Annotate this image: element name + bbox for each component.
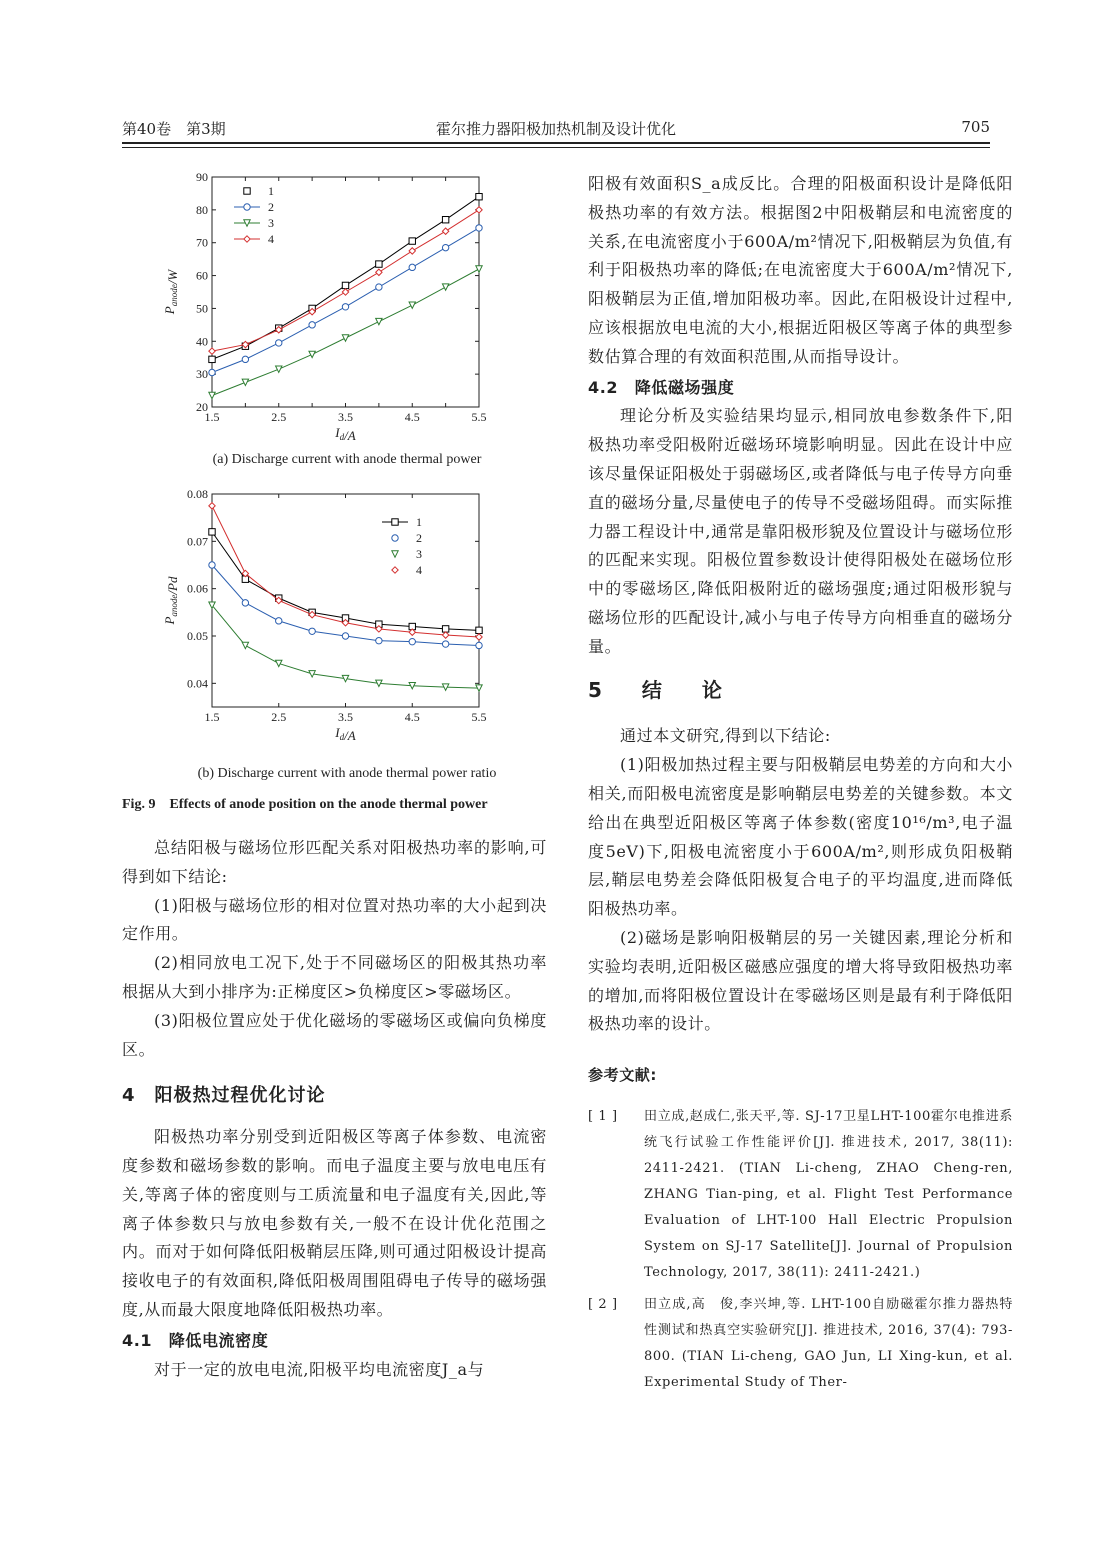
- data-point: [342, 633, 348, 639]
- chart-a-caption: (a) Discharge current with anode thermal power: [212, 452, 482, 467]
- section-heading-4: 4 阳极热过程优化讨论: [122, 1085, 326, 1107]
- reference-item: [588, 1104, 1013, 1286]
- header-rule: [122, 142, 990, 144]
- data-point: [392, 551, 398, 557]
- data-point: [476, 207, 482, 213]
- data-point: [376, 269, 382, 275]
- data-point: [376, 261, 382, 267]
- legend: [382, 515, 422, 577]
- y-tick-label: 0.07: [187, 534, 208, 549]
- data-point: [309, 351, 315, 357]
- data-point: [209, 356, 215, 362]
- y-tick-label: 50: [196, 301, 208, 316]
- x-tick-label: 2.5: [271, 410, 287, 424]
- legend-label: 2: [268, 200, 274, 214]
- data-point: [342, 282, 348, 288]
- data-point: [209, 562, 215, 568]
- data-point: [409, 248, 415, 254]
- data-point: [409, 638, 415, 644]
- data-point: [392, 535, 398, 541]
- axis-label: $P_{anode}/Pd$: [162, 576, 180, 625]
- data-point: [242, 600, 248, 606]
- data-point: [276, 366, 282, 372]
- data-point: [276, 618, 282, 624]
- data-point: [476, 627, 482, 633]
- running-title: 霍尔推力器阳极加热机制及设计优化: [435, 120, 676, 138]
- figure-caption: Fig. 9 Effects of anode position on the anode thermal power: [122, 797, 488, 812]
- reference-item: [588, 1292, 1013, 1396]
- data-point: [476, 642, 482, 648]
- x-tick-label: 3.5: [338, 710, 353, 724]
- y-tick-label: 0.04: [187, 676, 208, 691]
- data-point: [409, 264, 415, 270]
- right-column: [588, 170, 1013, 1396]
- y-tick-label: 0.06: [187, 581, 208, 596]
- series-line: [212, 228, 479, 373]
- y-tick-label: 70: [196, 235, 208, 250]
- data-point: [442, 641, 448, 647]
- legend-label: 2: [416, 531, 422, 545]
- series-4: [209, 207, 482, 355]
- data-point: [376, 284, 382, 290]
- data-point: [309, 628, 315, 634]
- data-point: [392, 519, 398, 525]
- legend: [234, 184, 274, 246]
- legend-label: 3: [416, 547, 422, 561]
- data-point: [209, 369, 215, 375]
- x-tick-label: 1.5: [204, 710, 220, 724]
- data-point: [442, 284, 448, 290]
- data-point: [342, 289, 348, 295]
- data-point: [276, 340, 282, 346]
- y-tick-label: 0.05: [187, 629, 208, 643]
- paragraph: 对于一定的放电电流,阳极平均电流密度J_a与: [154, 1359, 485, 1379]
- paragraph: 阳极热功率分别受到近阳极区等离子体参数、电流密度参数和磁场参数的影响。而电子温度主要与放电电压有关,等离子体的密度则与工质流量和电子温度有关,因此,等离子体参数只与放电参数有关,一般不在设计优化范围之内。而对于如何降低阳极鞘层压降,则可通过阳极设计提高接收电子的有效面积,降低阳极周围阻碍电子传导的磁场强度,从而最大限度地降低阳极热功率。: [122, 1127, 547, 1319]
- page-number: 705: [961, 118, 990, 136]
- paragraph: (1)阳极与磁场位形的相对位置对热功率的大小起到决定作用。: [122, 895, 547, 944]
- axis-label: $P_{anode}/W$: [162, 269, 180, 315]
- subsection-heading-4-2: 4.2 降低磁场强度: [588, 377, 735, 397]
- data-point: [242, 356, 248, 362]
- left-column: [122, 834, 547, 1384]
- legend-label: 3: [268, 216, 274, 230]
- paragraph: 理论分析及实验结果均显示,相同放电参数条件下,阳极热功率受阳极附近磁场环境影响明显。因此在设计中应该尽量保证阳极处于弱磁场区,或者降低与电子传导方向垂直的磁场分量,尽量使电子的传导不受磁场阻碍。而实际推力器工程设计中,通常是靠阳极形貌及位置设计与磁场位形的匹配来实现。阳极位置参数设计使得阳极处在磁场位形中的零磁场区,降低阳极附近的磁场强度;通过阳极形貌与磁场位形的匹配设计,减小与电子传导方向相垂直的磁场分量。: [588, 406, 1013, 656]
- running-header: [122, 118, 990, 140]
- data-point: [209, 392, 215, 398]
- reference-number: [ 2 ]: [588, 1296, 618, 1312]
- reference-number: [ 1 ]: [588, 1108, 618, 1124]
- data-point: [342, 304, 348, 310]
- paragraph: 总结阳极与磁场位形匹配关系对阳极热功率的影响,可得到如下结论:: [122, 838, 547, 886]
- x-tick-label: 4.5: [404, 410, 420, 424]
- x-tick-label: 4.5: [404, 710, 420, 724]
- chart-a-svg: [122, 165, 572, 455]
- legend-label: 1: [416, 515, 422, 529]
- data-point: [442, 244, 448, 250]
- x-tick-label: 5.5: [471, 710, 487, 724]
- y-tick-label: 40: [196, 334, 208, 349]
- reference-text: 田立成,高 俊,李兴坤,等. LHT-100自励磁霍尔推力器热特性测试和热真空实验研究[J]. 推进技术, 2016, 37(4): 793-800. (TIAN Li-cheng, GAO Jun, LI Xing-kun, et al. Experimental Study of Ther-: [644, 1296, 1013, 1390]
- header-rule-thin: [122, 147, 990, 148]
- data-point: [244, 188, 250, 194]
- reference-text: 田立成,赵成仁,张天平,等. SJ-17卫星LHT-100霍尔电推进系统飞行试验工作性能评价[J]. 推进技术, 2017, 38(11): 2411-2421. (TIAN Li-cheng, ZHAO Cheng-ren, ZHANG Tian-ping, et al. Flight Test Performance Evaluation of LHT-100 Hall Electric Propulsion System on SJ-17 Satellite[J]. Journal of Propulsion Technology, 2017, 38(11): 2411-2421.): [644, 1108, 1013, 1280]
- references-title: 参考文献:: [588, 1066, 657, 1085]
- y-tick-label: 0.08: [187, 487, 208, 501]
- axis-label: $I_d/A$: [335, 725, 356, 743]
- y-tick-label: 30: [196, 367, 208, 382]
- legend-label: 4: [268, 232, 274, 246]
- chart-b-svg: [122, 482, 572, 772]
- axis-label: $I_d/A$: [335, 425, 356, 443]
- data-point: [476, 194, 482, 200]
- paragraph: (1)阳极加热过程主要与阳极鞘层电势差的方向和大小相关,而阳极电流密度是影响鞘层电势差的关键参数。本文给出在典型近阳极区等离子体参数(密度10¹⁶/m³,电子温度5eV)下,阳极电流密度小于600A/m²,则形成负阳极鞘层,鞘层电势差会降低阳极复合电子的平均温度,进而降低阳极热功率。: [588, 755, 1013, 919]
- subsection-heading-4-1: 4.1 降低电流密度: [122, 1330, 269, 1350]
- paragraph: (2)磁场是影响阳极鞘层的另一关键因素,理论分析和实验均表明,近阳极区磁感应强度的增大将导致阳极热功率的增加,而将阳极位置设计在零磁场区则是最有利于降低阳极热功率的设计。: [588, 927, 1013, 1034]
- data-point: [442, 626, 448, 632]
- data-point: [242, 379, 248, 385]
- data-point: [392, 567, 398, 573]
- data-point: [244, 236, 250, 242]
- paragraph: (3)阳极位置应处于优化磁场的零磁场区或偏向负梯度区。: [122, 1010, 547, 1059]
- data-point: [209, 348, 215, 354]
- data-point: [244, 204, 250, 210]
- data-point: [476, 634, 482, 640]
- data-point: [376, 318, 382, 324]
- data-point: [409, 238, 415, 244]
- chart-a: [122, 165, 572, 455]
- x-tick-label: 1.5: [204, 410, 220, 424]
- chart-b-caption: (b) Discharge current with anode thermal power ratio: [197, 766, 497, 781]
- section-heading-5: 5 结 论: [588, 677, 732, 702]
- x-tick-label: 3.5: [338, 410, 353, 424]
- x-tick-label: 5.5: [471, 410, 487, 424]
- paragraph: 阳极有效面积S_a成反比。合理的阳极面积设计是降低阳极热功率的有效方法。根据图2中阳极鞘层和电流密度的关系,在电流密度小于600A/m²情况下,阳极鞘层为负值,有利于阳极热功率的降低;在电流密度大于600A/m²情况下,阳极鞘层为正值,增加阳极功率。因此,在阳极设计过程中,应该根据放电电流的大小,根据近阳极区等离子体的典型参数估算合理的有效面积范围,从而指导设计。: [588, 174, 1013, 366]
- x-tick-label: 2.5: [271, 710, 287, 724]
- data-point: [209, 503, 215, 509]
- paragraph: (2)相同放电工况下,处于不同磁场区的阳极其热功率根据从大到小排序为:正梯度区>负梯度区>零磁场区。: [122, 953, 547, 1001]
- data-point: [376, 638, 382, 644]
- chart-b: [122, 482, 572, 772]
- series-2: [209, 562, 482, 649]
- y-tick-label: 20: [196, 400, 208, 414]
- data-point: [209, 529, 215, 535]
- data-point: [476, 266, 482, 272]
- data-point: [442, 217, 448, 223]
- data-point: [242, 642, 248, 648]
- data-point: [309, 322, 315, 328]
- series-2: [209, 225, 482, 376]
- data-point: [342, 335, 348, 341]
- legend-label: 4: [416, 563, 422, 577]
- paragraph: 通过本文研究,得到以下结论:: [620, 726, 831, 746]
- data-point: [442, 228, 448, 234]
- data-point: [476, 225, 482, 231]
- journal-volume: 第40卷 第3期: [122, 120, 226, 138]
- data-point: [409, 302, 415, 308]
- series-4: [209, 503, 482, 641]
- data-point: [442, 632, 448, 638]
- legend-label: 1: [268, 184, 274, 198]
- series-line: [212, 210, 479, 351]
- series-1: [209, 529, 482, 634]
- y-tick-label: 90: [196, 170, 208, 184]
- y-tick-label: 80: [196, 202, 208, 217]
- data-point: [276, 660, 282, 666]
- y-tick-label: 60: [196, 268, 208, 283]
